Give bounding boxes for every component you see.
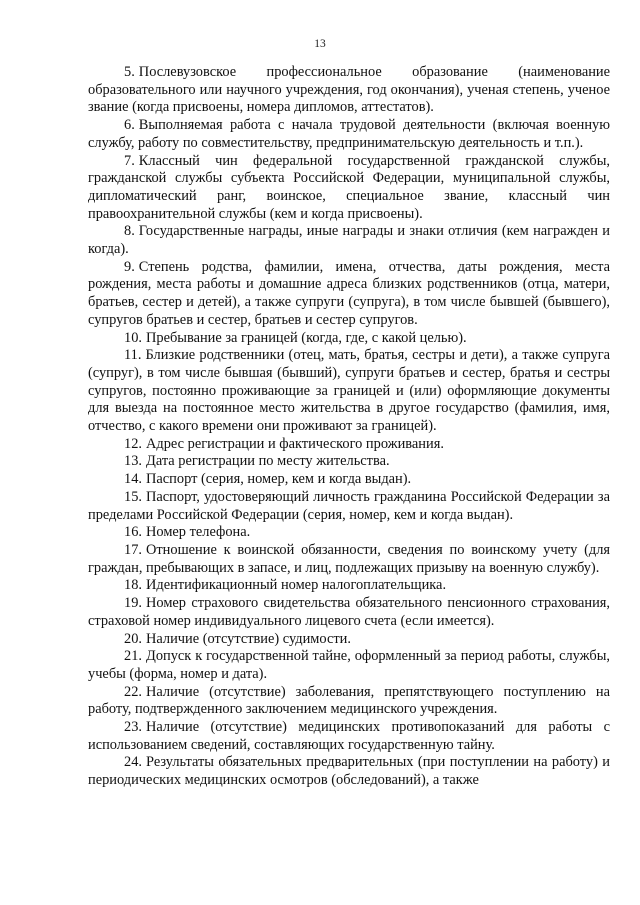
item-number: 20. [124,630,142,647]
list-item [88,825,610,843]
item-text: Пребывание за границей (когда, где, с какой целью). [146,329,467,346]
item-text: Паспорт (серия, номер, кем и когда выдан). [146,471,412,488]
item-text: Выполняемая работа с начала трудовой деятельности (включая военную службу, работу по совместительству, предпринимательскую деятельность и т.п.). [88,117,610,151]
item-text: Наличие (отсутствие) медицинских противопоказаний для работы с использованием сведений, составляющих государственную тайну. [88,719,610,753]
item-number: 6. [124,117,135,134]
item-number: 13. [124,453,142,470]
item-text: Государственные награды, иные награды и знаки отличия (кем награжден и когда). [88,223,610,258]
item-number: 12. [124,435,142,452]
list-item [88,754,610,789]
list-item [88,790,610,808]
item-text: Адрес регистрации и фактического проживания. [146,435,444,452]
list-item [88,843,610,861]
item-number: 8. [124,223,135,240]
item-number: 22. [124,683,142,700]
item-number: 15. [124,488,142,505]
item-number: 11. [124,347,142,364]
item-text: Номер страхового свидетельства обязательного пенсионного страхования, страховой номер индивидуального лицевого счета (если имеется). [88,595,610,629]
item-text: Наличие (отсутствие) заболевания, препятствующего поступлению на работу, подтвержденного заключением медицинского учреждения. [88,683,610,718]
item-number: 10. [124,329,142,346]
list-item [88,684,610,719]
item-text: Близкие родственники (отец, мать, братья, сестры и дети), а также супруга (супруг), в том числе бывшая (бывший), супруги братьев и сестер, братья и сестры супругов, постоянно проживающие за границей и (или) оформляющие документы для выезда на постоянное место жительства в другое государство (фамилия, имя, отчество, с какого времени они проживают за границей). [88,347,610,435]
list-item [88,347,610,436]
item-text: Послевузовское профессиональное образование (наименование образовательного или научного учреждения, год окончания), ученая степень, ученое звание (когда присвоены, номера дипломов, аттестатов). [88,64,610,116]
item-number: 16. [124,524,142,541]
item-text: Допуск к государственной тайне, оформленный за период работы, службы, учебы (форма, номер и дата). [88,648,610,682]
item-text: Наличие (отсутствие) судимости. [146,630,351,647]
list-item [88,719,610,754]
page-number: 13 [314,38,326,50]
item-text: Номер телефона. [146,524,251,541]
list-item [88,330,610,348]
item-number: 14. [124,471,142,488]
item-number: 21. [124,648,142,665]
item-text: Паспорт, удостоверяющий личность гражданина Российской Федерации за пределами Российской Федерации (серия, номер, кем и когда выдан). [88,488,610,523]
list-item [88,117,610,152]
list-item [88,648,610,683]
list-item [88,64,610,117]
list-item [88,436,610,454]
list-item [88,808,610,826]
item-text: Степень родства, фамилии, имена, отчества, даты рождения, места рождения, места работы и домашние адреса близких родственников (отца, матери, братьев, сестер и детей), а также супруги (супруга), в том числе бывшей (бывшего), супругов братьев и сестер, братьев и сестер супругов. [88,258,610,328]
item-number: 7. [124,152,135,169]
item-number: 5. [124,64,135,80]
item-number: 24. [124,754,142,771]
list-item [88,153,610,224]
list-item [88,471,610,489]
item-number: 17. [124,541,142,558]
list-item [88,223,610,258]
list-item [88,524,610,542]
list-item [88,595,610,630]
item-text: Результаты обязательных предварительных (при поступлении на работу) и периодических медицинских осмотров (обследований), а также [88,754,610,789]
list-item [88,259,610,330]
list-item [88,542,610,577]
document-body [88,64,610,861]
list-item [88,453,610,471]
list-item [88,577,610,595]
list-item [88,489,610,524]
item-text: Классный чин федеральной государственной гражданской службы, гражданской службы субъекта Российской Федерации, муниципальной службы, дипломатический ранг, воинское, специальное звание, классный чин правоохранительной службы (кем и когда присвоены). [88,152,610,222]
item-text: Отношение к воинской обязанности, сведения по воинскому учету (для граждан, пребывающих в запасе, и лиц, подлежащих призыву на военную службу). [88,541,610,576]
item-number: 19. [124,595,142,612]
item-text: Идентификационный номер налогоплательщика. [146,577,447,594]
list-item [88,631,610,649]
item-number: 18. [124,577,142,594]
item-number: 9. [124,258,135,275]
item-text: Дата регистрации по месту жительства. [146,453,390,470]
item-number: 23. [124,719,142,736]
